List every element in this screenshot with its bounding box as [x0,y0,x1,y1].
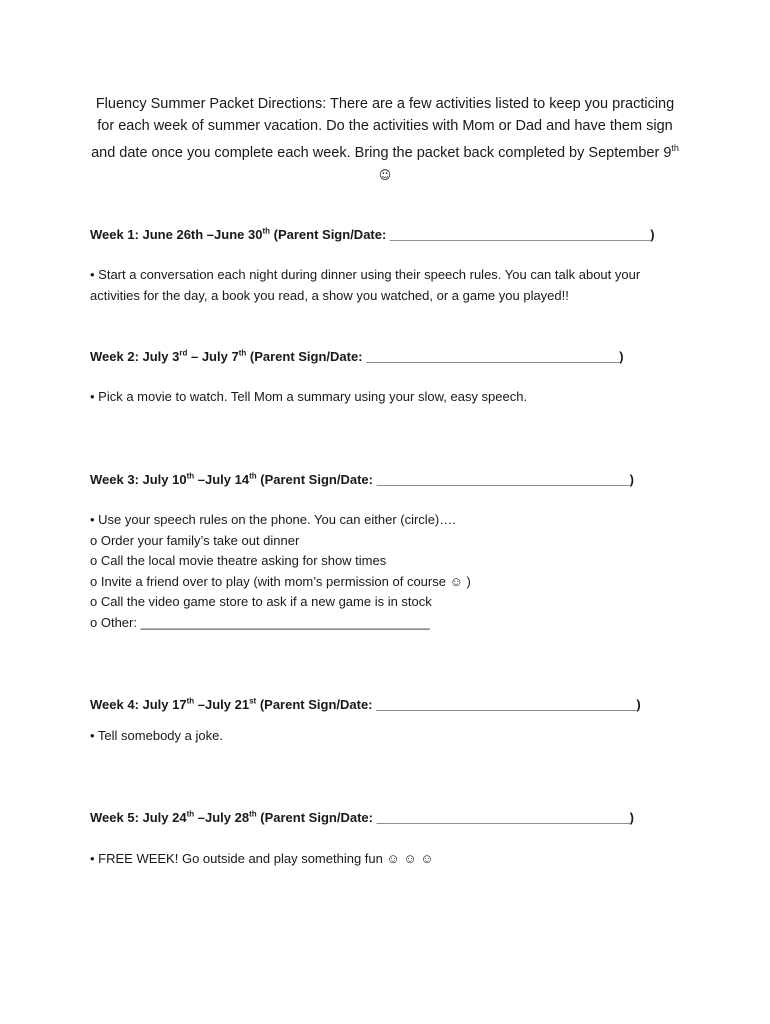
week-3-option: o Call the video game store to ask if a new game is in stock [90,594,432,609]
week-3-sign-line: (Parent Sign/Date: ___________________________________) [256,472,634,487]
week-1-dates: Week 1: June 26th –June 30 [90,227,263,242]
week-4-sign-line: (Parent Sign/Date: ____________________________________) [256,697,641,712]
week-4-sup-1: th [186,696,195,706]
week-5-start: Week 5: July 24 [90,810,187,825]
week-3-activity: • Use your speech rules on the phone. You can either (circle)…. [90,512,456,527]
week-4-start: Week 4: July 17 [90,697,187,712]
week-2-sup-1: rd [179,348,188,358]
week-5-heading [90,810,634,825]
intro-text: Fluency Summer Packet Directions: There are a few activities listed to keep you practicing for each week of summer vacation. Do the activities with Mom or Dad and have them sign and date once you complete each week. Bring the packet back completed by September 9 [91,96,675,161]
week-2-activity: • Pick a movie to watch. Tell Mom a summary using your slow, easy speech. [90,389,528,404]
week-4-end: –July 21 [194,697,250,712]
week-5-sign-line: (Parent Sign/Date: ___________________________________) [256,810,634,825]
week-1-sup: th [262,226,271,236]
week-1-activity: • Start a conversation each night during dinner using their speech rules. You can talk about your activities for the day, a book you read, a show you watched, or a game you played!! [90,267,641,303]
week-5-sup-2: th [249,809,257,819]
week-3-end: –July 14 [194,472,250,487]
week-3-start: Week 3: July 10 [90,472,187,487]
week-2-sup-2: th [238,348,247,358]
intro-directions [90,93,680,186]
week-4-activity: • Tell somebody a joke. [90,728,223,743]
week-3-heading [90,472,634,487]
week-2-heading [90,349,624,364]
week-1-heading [90,227,655,242]
week-4-sup-2: st [249,696,257,706]
week-2-end: – July 7 [187,349,239,364]
week-3-sup-1: th [186,471,195,481]
week-2-sign-line: (Parent Sign/Date: ___________________________________) [246,349,624,364]
week-3-sup-2: th [249,471,257,481]
intro-superscript: th [671,143,679,153]
week-1-sign-line: (Parent Sign/Date: ____________________________________) [270,227,655,242]
week-2-start: Week 2: July 3 [90,349,180,364]
week-3-option-other: o Other: ________________________________________ [90,615,430,630]
week-4-heading [90,697,641,712]
week-5-end: –July 28 [194,810,250,825]
week-3-option: o Order your family’s take out dinner [90,533,300,548]
week-3-option: o Invite a friend over to play (with mom’s permission of course ☺ ) [90,574,471,589]
smiley-icon: ☺ [378,167,392,182]
week-3-option: o Call the local movie theatre asking for show times [90,553,387,568]
week-5-activity: • FREE WEEK! Go outside and play something fun ☺ ☺ ☺ [90,851,434,866]
week-5-sup-1: th [186,809,195,819]
